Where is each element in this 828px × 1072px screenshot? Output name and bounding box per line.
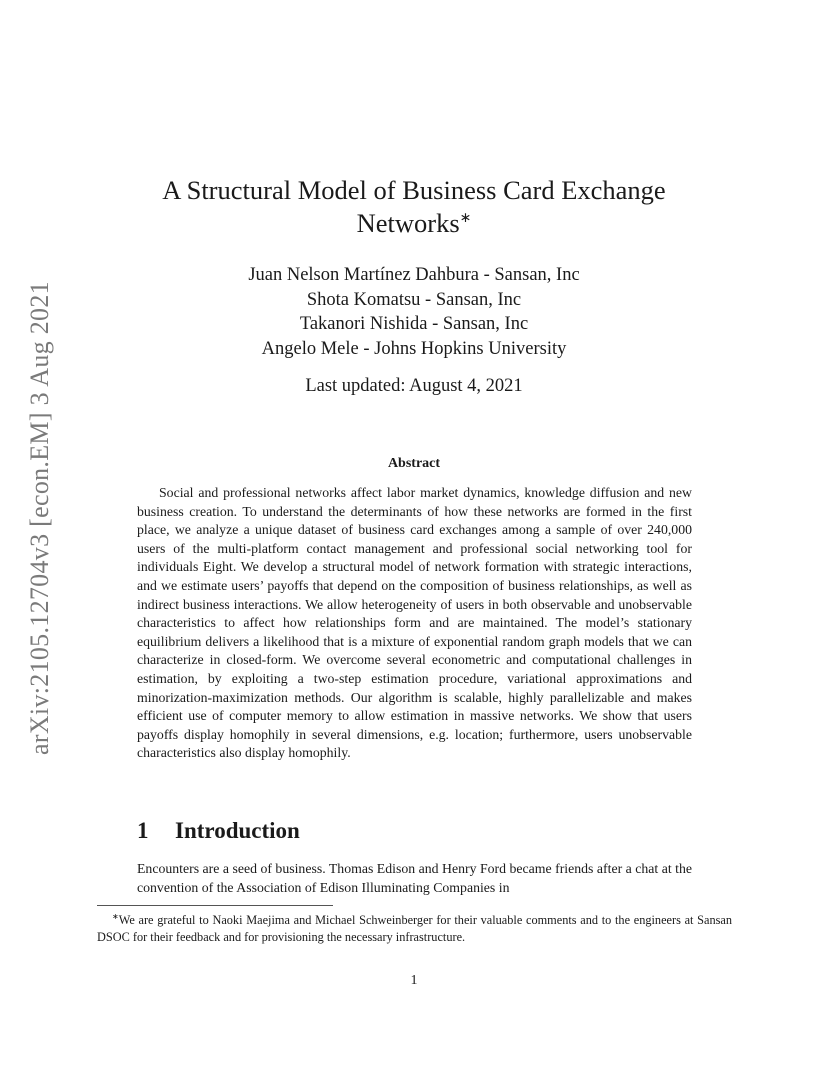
paper-title-text: A Structural Model of Business Card Exchange Networks xyxy=(162,175,666,238)
paper-title xyxy=(120,174,708,240)
section-heading xyxy=(137,818,300,844)
last-updated-date: Last updated: August 4, 2021 xyxy=(305,376,523,396)
author-line: Angelo Mele - Johns Hopkins University xyxy=(261,338,567,359)
author-line: Juan Nelson Martínez Dahbura - Sansan, Inc xyxy=(248,265,580,285)
section-number: 1 xyxy=(137,818,149,843)
title-footnote-marker: ∗ xyxy=(459,211,472,227)
author-list xyxy=(120,263,708,361)
arxiv-identifier-text: arXiv:2105.12704v3 [econ.EM] 3 Aug 2021 xyxy=(25,281,54,755)
arxiv-identifier xyxy=(18,268,62,768)
footnote-divider xyxy=(97,905,333,906)
footnote-text: We are grateful to Naoki Maejima and Michael Schweinberger for their valuable comments and to the engineers at Sansan DSOC for their feedback and for provisioning the necessary infrastructure. xyxy=(97,913,732,945)
abstract-body: Social and professional networks affect labor market dynamics, knowledge diffusion and new business creation. To understand the determinants of how these networks are formed in the first place, we analyze a unique dataset of business card exchanges among a sample of over 240,000 users of the multi-platform contact management and professional social networking tool for individuals Eight. We develop a structural model of network formation with strategic interactions, and we estimate users’ payoffs that depend on the composition of business relationships, as well as indirect business interactions. We allow heterogeneity of users in both observable and unobservable characteristics to affect how relationships form and are maintained. The model’s stationary equilibrium delivers a likelihood that is a mixture of exponential random graph models that we can characterize in closed-form. We overcome several econometric and computational challenges in estimation, by exploiting a two-step estimation procedure, variational approximations and minorization-maximization methods. Our algorithm is scalable, highly parallelizable and makes efficient use of computer memory to allow estimation in massive networks. We show that users payoffs display homophily in several dimensions, e.g. location; furthermore, users unobservable characteristics also display homophily. xyxy=(137,485,692,761)
footnote-marker: ∗ xyxy=(112,912,119,921)
introduction-paragraph: Encounters are a seed of business. Thomas Edison and Henry Ford became friends after a chat at the convention of the Association of Edison Illuminating Companies in xyxy=(137,861,692,895)
section-title: Introduction xyxy=(175,818,300,843)
author-line: Takanori Nishida - Sansan, Inc xyxy=(299,314,529,334)
page-number: 1 xyxy=(410,973,418,988)
abstract-heading: Abstract xyxy=(387,456,441,471)
footnote xyxy=(97,908,732,946)
author-line: Shota Komatsu - Sansan, Inc xyxy=(306,289,522,310)
